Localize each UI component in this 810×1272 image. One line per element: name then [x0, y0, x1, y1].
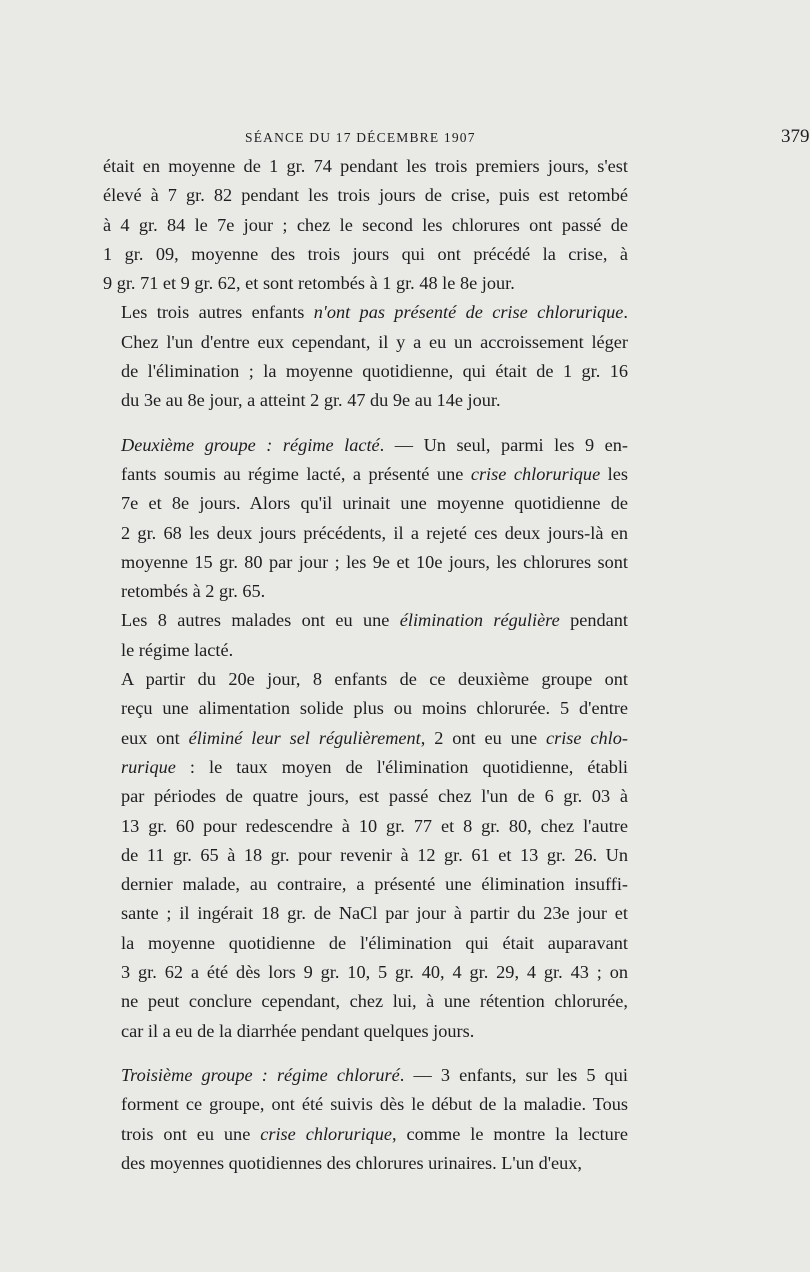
paragraph-1	[103, 152, 628, 298]
text-line: 3 gr. 62 a été dès lors 9 gr. 10, 5 gr. 40, 4 gr. 29, 4 gr. 43 ; on	[121, 962, 628, 983]
text-line: 13 gr. 60 pour redescendre à 10 gr. 77 et 8 gr. 80, chez l'autre	[121, 815, 628, 836]
text-line: de 11 gr. 65 à 18 gr. pour revenir à 12 gr. 61 et 13 gr. 26. Un	[121, 844, 628, 865]
text-line	[103, 724, 628, 753]
text-line: A partir du 20e jour, 8 enfants de ce deuxième groupe ont	[121, 669, 628, 690]
italic-text: Deuxième groupe : régime lacté	[121, 434, 380, 455]
italic-text: crise chlo-	[545, 727, 628, 748]
text-line: reçu une alimentation solide plus ou moins chlorurée. 5 d'entre	[121, 698, 628, 719]
paragraph-3-deuxieme-groupe	[103, 431, 628, 607]
text-segment: Les trois autres enfants	[121, 302, 314, 323]
text-segment: trois ont eu une	[121, 1123, 261, 1144]
text-line: la moyenne quotidienne de l'élimination qui était auparavant	[121, 932, 628, 953]
text-line: sante ; il ingérait 18 gr. de NaCl par jour à partir du 23e jour et	[121, 903, 628, 924]
text-line: à 4 gr. 84 le 7e jour ; chez le second les chlorures ont passé de	[103, 214, 628, 235]
text-line: car il a eu de la diarrhée pendant quelques jours.	[121, 1020, 475, 1041]
italic-text: éliminé leur sel régulièrement	[188, 727, 421, 748]
text-segment: . — 3 enfants, sur les 5 qui	[399, 1064, 629, 1085]
text-line: par périodes de quatre jours, est passé chez l'un de 6 gr. 03 à	[121, 786, 628, 807]
paragraph-2	[103, 298, 628, 415]
text-line: 2 gr. 68 les deux jours précédents, il a rejeté ces deux jours-là en	[121, 522, 628, 543]
text-segment: , comme le montre la lecture	[392, 1123, 628, 1144]
text-segment: les	[600, 463, 628, 484]
text-line: dernier malade, au contraire, a présenté une élimination insuffi-	[121, 874, 628, 895]
paragraph-4	[103, 606, 628, 665]
italic-text: rurique	[121, 756, 176, 777]
italic-text: Troisième groupe : régime chloruré	[121, 1064, 400, 1085]
text-line	[103, 606, 628, 635]
text-line: de l'élimination ; la moyenne quotidienne, qui était de 1 gr. 16	[121, 361, 628, 382]
text-line: ne peut conclure cependant, chez lui, à une rétention chlorurée,	[121, 991, 628, 1012]
page-header	[245, 126, 810, 152]
italic-text: crise chlorurique	[470, 463, 601, 484]
text-segment: pendant	[559, 610, 628, 631]
text-line: forment ce groupe, ont été suivis dès le début de la maladie. Tous	[121, 1094, 628, 1115]
text-line: 7e et 8e jours. Alors qu'il urinait une moyenne quotidienne de	[121, 493, 628, 514]
body-text	[103, 152, 628, 1178]
text-line: 1 gr. 09, moyenne des trois jours qui ont précédé la crise, à	[103, 243, 628, 264]
paragraph-5	[103, 665, 628, 1046]
text-line	[103, 460, 628, 489]
italic-text: élimination régulière	[399, 610, 560, 631]
text-segment: fants soumis au régime lacté, a présenté une	[121, 463, 471, 484]
text-line: le régime lacté.	[121, 639, 234, 660]
text-line	[103, 431, 628, 460]
text-segment: . — Un seul, parmi les 9 en-	[379, 434, 628, 455]
italic-text: n'ont pas présenté de crise chlorurique	[313, 302, 624, 323]
text-line	[103, 1120, 628, 1149]
text-segment: eux ont	[121, 727, 189, 748]
text-line: du 3e au 8e jour, a atteint 2 gr. 47 du 9e au 14e jour.	[121, 390, 501, 411]
text-segment: Les 8 autres malades ont eu une	[121, 610, 400, 631]
italic-text: crise chlorurique	[260, 1123, 393, 1144]
page-number: 379	[781, 126, 810, 147]
text-line: était en moyenne de 1 gr. 74 pendant les trois premiers jours, s'est	[103, 156, 628, 176]
text-segment: .	[623, 302, 628, 323]
text-line: élevé à 7 gr. 82 pendant les trois jours de crise, puis est retombé	[103, 185, 628, 206]
text-segment: : le taux moyen de l'élimination quotidienne, établi	[175, 756, 628, 777]
text-line	[103, 753, 628, 782]
text-segment: , 2 ont eu une	[420, 727, 546, 748]
text-line: Chez l'un d'entre eux cependant, il y a eu un accroissement léger	[121, 331, 628, 352]
paragraph-6-troisieme-groupe	[103, 1061, 628, 1178]
text-line	[103, 298, 628, 327]
text-line: retombés à 2 gr. 65.	[121, 581, 266, 602]
running-title: SÉANCE DU 17 DÉCEMBRE 1907	[245, 130, 476, 145]
text-line: 9 gr. 71 et 9 gr. 62, et sont retombés à 1 gr. 48 le 8e jour.	[103, 273, 515, 294]
text-line: moyenne 15 gr. 80 par jour ; les 9e et 10e jours, les chlorures sont	[121, 551, 628, 572]
text-line	[103, 1061, 628, 1090]
text-line: des moyennes quotidiennes des chlorures urinaires. L'un d'eux,	[121, 1152, 582, 1173]
